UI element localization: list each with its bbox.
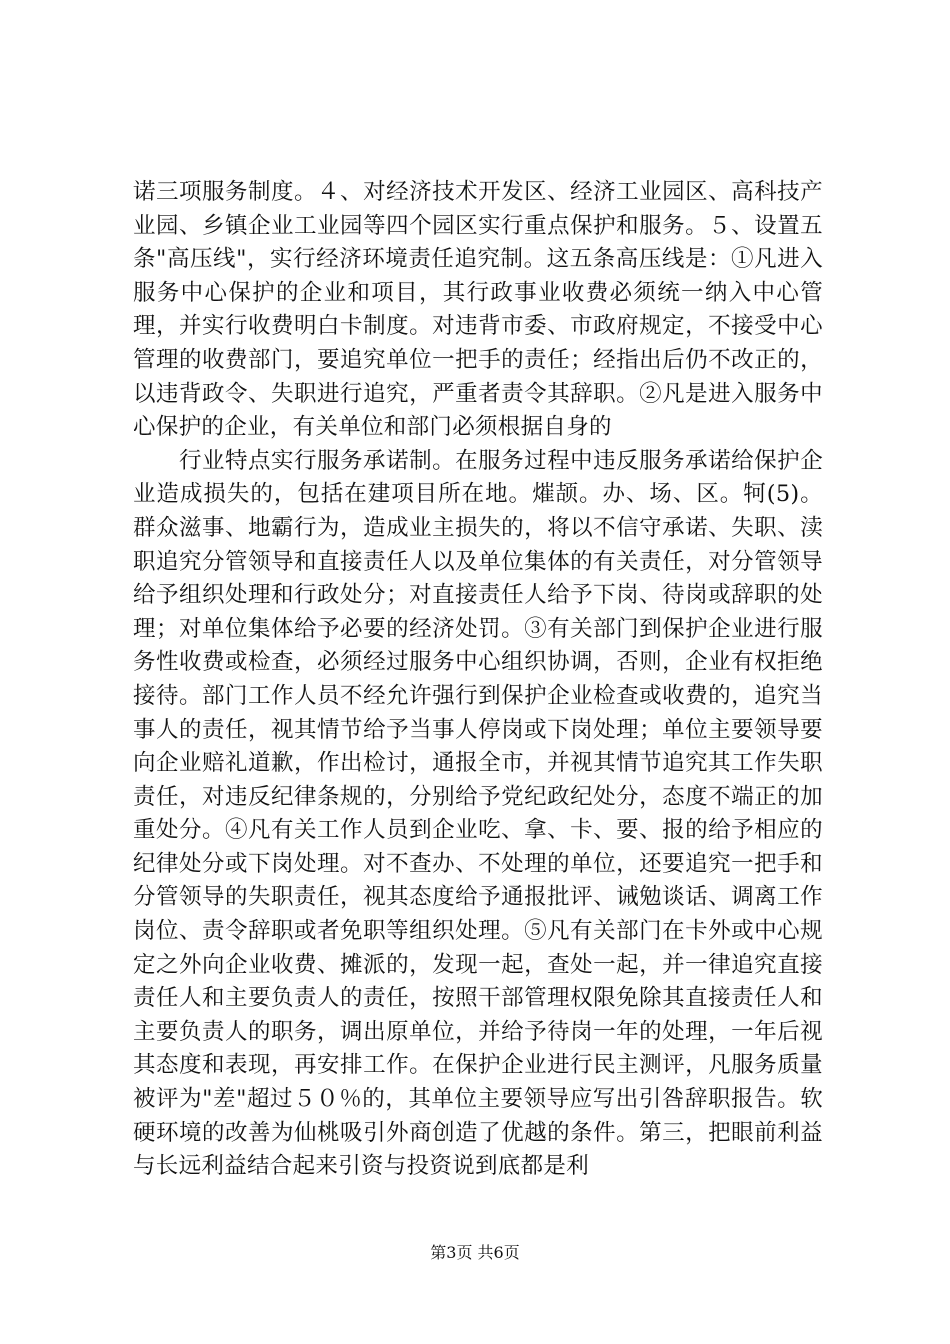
paragraph-1: 诺三项服务制度。４、对经济技术开发区、经济工业园区、高科技产业园、乡镇企业工业园等四个园区实行重点保护和服务。５、设置五条"高压线"，实行经济环境责任追究制。这五条高压线是：①凡进入服务中心保护的企业和项目，其行政事业收费必须统一纳入中心管理，并实行收费明白卡制度。对违背市委、市政府规定，不接受中心管理的收费部门，要追究单位一把手的责任；经指出后仍不改正的，以违背政令、失职进行追究，严重者责令其辞职。②凡是进入服务中心保护的企业，有关单位和部门必须根据自身的 (133, 179, 823, 441)
paragraph-2: 行业特点实行服务承诺制。在服务过程中违反服务承诺给保护企业造成损失的，包括在建项目所在地。熣颉。办、场、区。牱(5)。群众滋事、地霸行为，造成业主损失的，将以不信守承诺、失职、渎职追究分管领导和直接责任人以及单位集体的有关责任，对分管领导给予组织处理和行政处分；对直接责任人给予下岗、待岗或辞职的处理；对单位集体给予必要的经济处罚。③有关部门到保护企业进行服务性收费或检查，必须经过服务中心组织协调，否则，企业有权拒绝接待。部门工作人员不经允许强行到保护企业检查或收费的，追究当事人的责任，视其情节给予当事人停岗或下岗处理；单位主要领导要向企业赔礼道歉，作出检讨，通报全市，并视其情节追究其工作失职责任，对违反纪律条规的，分别给予党纪政纪处分，态度不端正的加重处分。④凡有关工作人员到企业吃、拿、卡、要、报的给予相应的纪律处分或下岗处理。对不查办、不处理的单位，还要追究一把手和分管领导的失职责任，视其态度给予通报批评、诫勉谈话、调离工作岗位、责令辞职或者免职等组织处理。⑤凡有关部门在卡外或中心规定之外向企业收费、摊派的，发现一起，查处一起，并一律追究直接责任人和主要负责人的责任，按照干部管理权限免除其直接责任人和主要负责人的职务，调出原单位，并给予待岗一年的处理，一年后视其态度和表现，再安排工作。在保护企业进行民主测评，凡服务质量被评为"差"超过５０％的，其单位主要领导应写出引咎辞职报告。软硬环境的改善为仙桃吸引外商创造了优越的条件。第三，把眼前利益与长远利益结合起来引资与投资说到底都是利 (133, 447, 823, 1180)
page-number: 第3页 共6页 (430, 1243, 520, 1262)
document-body (133, 176, 823, 1184)
page-footer (0, 1243, 950, 1263)
